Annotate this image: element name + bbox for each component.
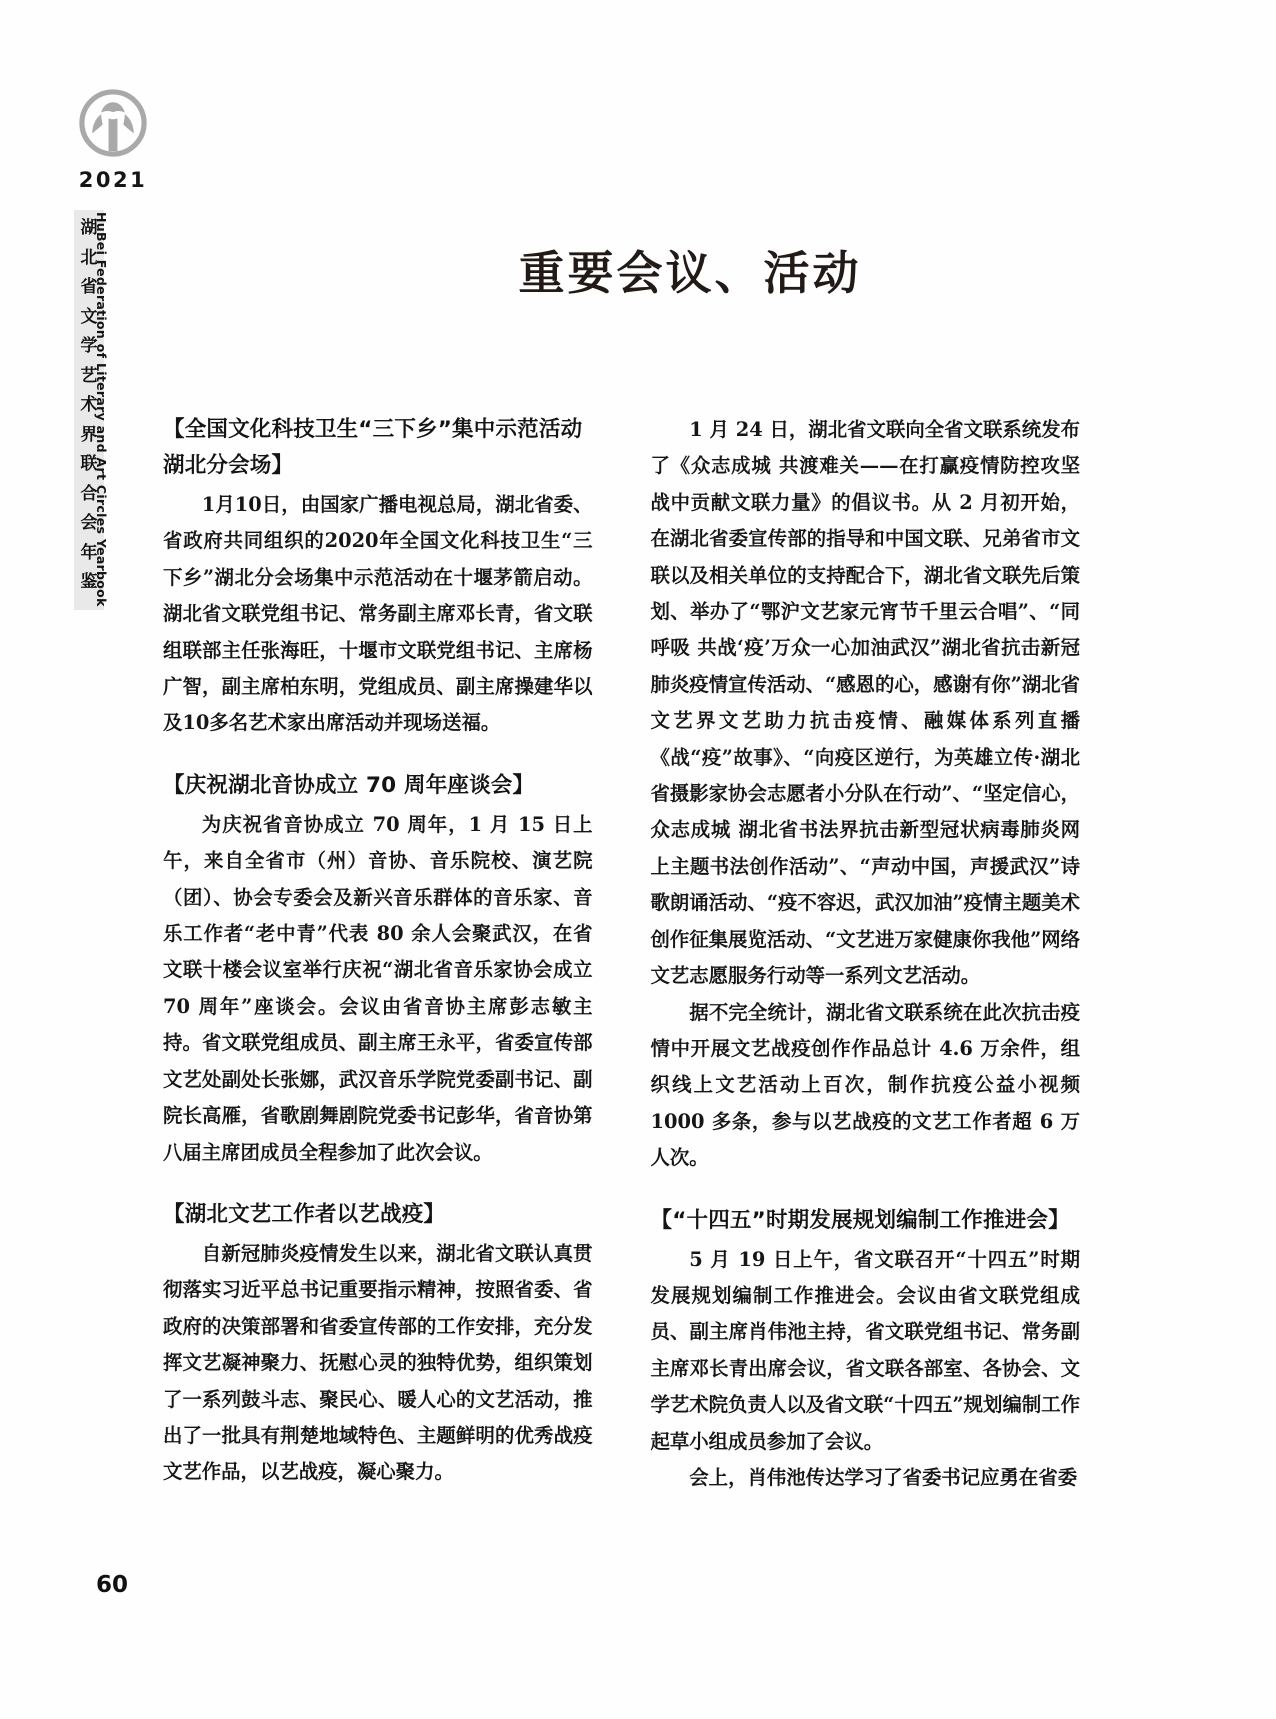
section-body: [651, 1242, 1081, 1497]
section-body: [163, 487, 593, 742]
paragraph: 1月10日，由国家广播电视总局，湖北省委、省政府共同组织的2020年全国文化科技卫生“三下乡”湖北分会场集中示范活动在十堰茅箭启动。湖北省文联党组书记、常务副主席邓长青，省文联组联部主任张海旺，十堰市文联党组书记、主席杨广智，副主席柏东明，党组成员、副主席操建华以及10多名艺术家出席活动并现场送福。: [163, 493, 593, 735]
section-body: [651, 412, 1081, 1177]
paragraph: 5 月 19 日上午，省文联召开“十四五”时期发展规划编制工作推进会。会议由省文联党组成员、副主席肖伟池主持，省文联党组书记、常务副主席邓长青出席会议，省文联各部室、各协会、文学艺术院负责人以及省文联“十四五”规划编制工作起草小组成员参加了会议。: [650, 1247, 1081, 1453]
year-label: 2021: [78, 168, 148, 192]
hubei-federation-emblem-icon: [76, 86, 150, 160]
column-right: [651, 412, 1081, 1552]
article-section: [651, 1203, 1081, 1497]
spine-title-cn: 湖北省文学艺术界联合会年鉴: [80, 218, 98, 592]
article-section: [163, 768, 593, 1171]
paragraph: 为庆祝省音协成立 70 周年，1 月 15 日上午，来自全省市（州）音协、音乐院校、演艺院（团）、协会专委会及新兴音乐群体的音乐家、音乐工作者“老中青”代表 80 余人会聚武汉，在省文联十楼会议室举行庆祝“湖北省音乐家协会成立 70 周年”座谈会。会议由省音协主席彭志敏主持。省文联党组成员、副主席王永平，省委宣传部文艺处副处长张娜，武汉音乐学院党委副书记、副院长高雁，省歌剧舞剧院党委书记彭华，省音协第八届主席团成员全程参加了此次会议。: [163, 812, 593, 1164]
section-heading: 【湖北文艺工作者以艺战疫】: [163, 1201, 446, 1227]
article-section: [163, 1197, 593, 1491]
page-margin-furniture: [60, 86, 180, 726]
page-number: 60: [96, 1572, 129, 1598]
section-heading: 【庆祝湖北音协成立 70 周年座谈会】: [163, 772, 535, 798]
page-title: 重要会议、活动: [518, 245, 862, 300]
article-section: [163, 412, 593, 742]
paragraph: 会上，肖伟池传达学习了省委书记应勇在省委: [689, 1465, 1078, 1489]
spine-title-en: HuBei Federation of Literary and Art Circles Yearbook: [94, 212, 109, 607]
section-body: [163, 807, 593, 1171]
section-body: [163, 1236, 593, 1491]
paragraph: 1 月 24 日，湖北省文联向全省文联系统发布了《众志成城 共渡难关——在打赢疫情防控攻坚战中贡献文联力量》的倡议书。从 2 月初开始，在湖北省委宣传部的指导和中国文联、兄弟省市文联以及相关单位的支持配合下，湖北省文联先后策划、举办了“鄂沪文艺家元宵节千里云合唱”、“同呼吸 共战‘疫’万众一心加油武汉”湖北省抗击新冠肺炎疫情宣传活动、“感恩的心，感谢有你”湖北省文艺界文艺助力抗击疫情、融媒体系列直播《战“疫”故事》、“向疫区逆行，为英雄立传·湖北省摄影家协会志愿者小分队在行动”、“坚定信心，众志成城 湖北省书法界抗击新型冠状病毒肺炎网上主题书法创作活动”、“声动中国，声援武汉”诗歌朗诵活动、“疫不容迟，武汉加油”疫情主题美术创作征集展览活动、“文艺进万家健康你我他”网络文艺志愿服务行动等一系列文艺活动。: [650, 418, 1081, 988]
column-left: [163, 412, 593, 1552]
section-heading: 【“十四五”时期发展规划编制工作推进会】: [650, 1207, 1070, 1233]
article-section: [651, 412, 1081, 1177]
paragraph: 自新冠肺炎疫情发生以来，湖北省文联认真贯彻落实习近平总书记重要指示精神，按照省委、省政府的决策部署和省委宣传部的工作安排，充分发挥文艺凝神聚力、抚慰心灵的独特优势，组织策划了一系列鼓斗志、聚民心、暖人心的文艺活动，推出了一批具有荆楚地域特色、主题鲜明的优秀战疫文艺作品，以艺战疫，凝心聚力。: [163, 1241, 593, 1484]
paragraph: 据不完全统计，湖北省文联系统在此次抗击疫情中开展文艺战疫创作作品总计 4.6 万余件，组织线上文艺活动上百次，制作抗疫公益小视频 1000 多条，参与以艺战疫的文艺工作者超 6 万人次。: [650, 1000, 1080, 1170]
article-body: [163, 412, 1080, 1552]
section-heading: 【全国文化科技卫生“三下乡”集中示范活动湖北分会场】: [163, 417, 583, 478]
